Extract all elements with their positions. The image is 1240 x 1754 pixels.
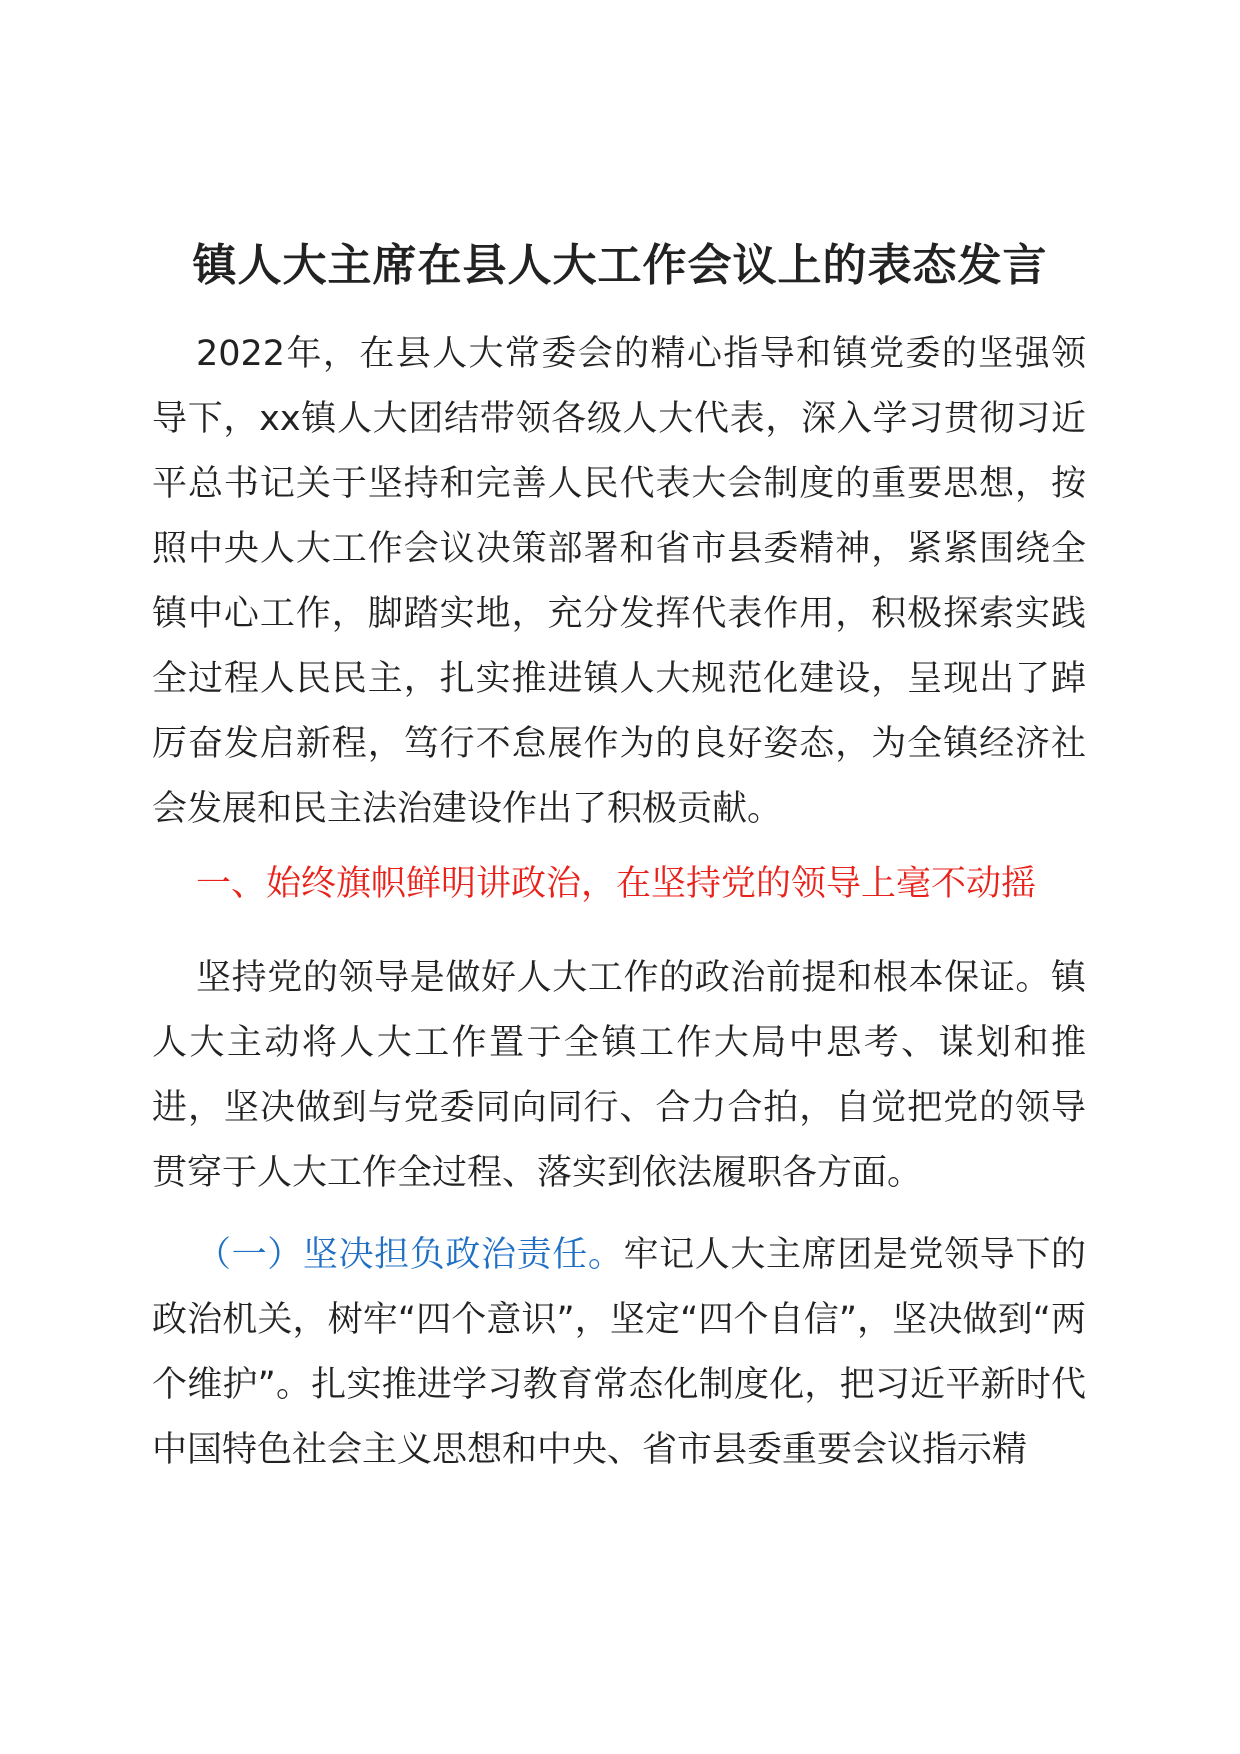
document-title: 镇人大主席在县人大工作会议上的表态发言 bbox=[192, 240, 1048, 291]
intro-paragraph: 2022年，在县人大常委会的精心指导和镇党委的坚强领导下，xx镇人大团结带领各级人大代表，深入学习贯彻习近平总书记关于坚持和完善人民代表大会制度的重要思想，按照中央人大工作会议决策部署和省市县委精神，紧紧围绕全镇中心工作，脚踏实地，充分发挥代表作用，积极探索实践全过程人民民主，扎实推进镇人大规范化建设，呈现出了踔厉奋发启新程，笃行不怠展作为的良好姿态，为全镇经济社会发展和民主法治建设作出了积极贡献。 bbox=[152, 334, 1086, 829]
subsection-1-text: 牢记人大主席团是党领导下的政治机关，树牢“四个意识”，坚定“四个自信”，坚决做到“两个维护”。扎实推进学习教育常态化制度化，把习近平新时代中国特色社会主义思想和中央、省市县委重要会议指示精 bbox=[152, 1235, 1086, 1470]
subsection-1-heading: （一）坚决担负政治责任。 bbox=[196, 1235, 624, 1275]
subsection-1-paragraph bbox=[152, 1223, 1086, 1483]
section-1-heading: 一、始终旗帜鲜明讲政治，在坚持党的领导上毫不动摇 bbox=[196, 864, 1037, 904]
section-1-paragraph: 坚持党的领导是做好人大工作的政治前提和根本保证。镇人大主动将人大工作置于全镇工作大局中思考、谋划和推进，坚决做到与党委同向同行、合力合拍，自觉把党的领导贯穿于人大工作全过程、落实到依法履职各方面。 bbox=[152, 958, 1086, 1193]
